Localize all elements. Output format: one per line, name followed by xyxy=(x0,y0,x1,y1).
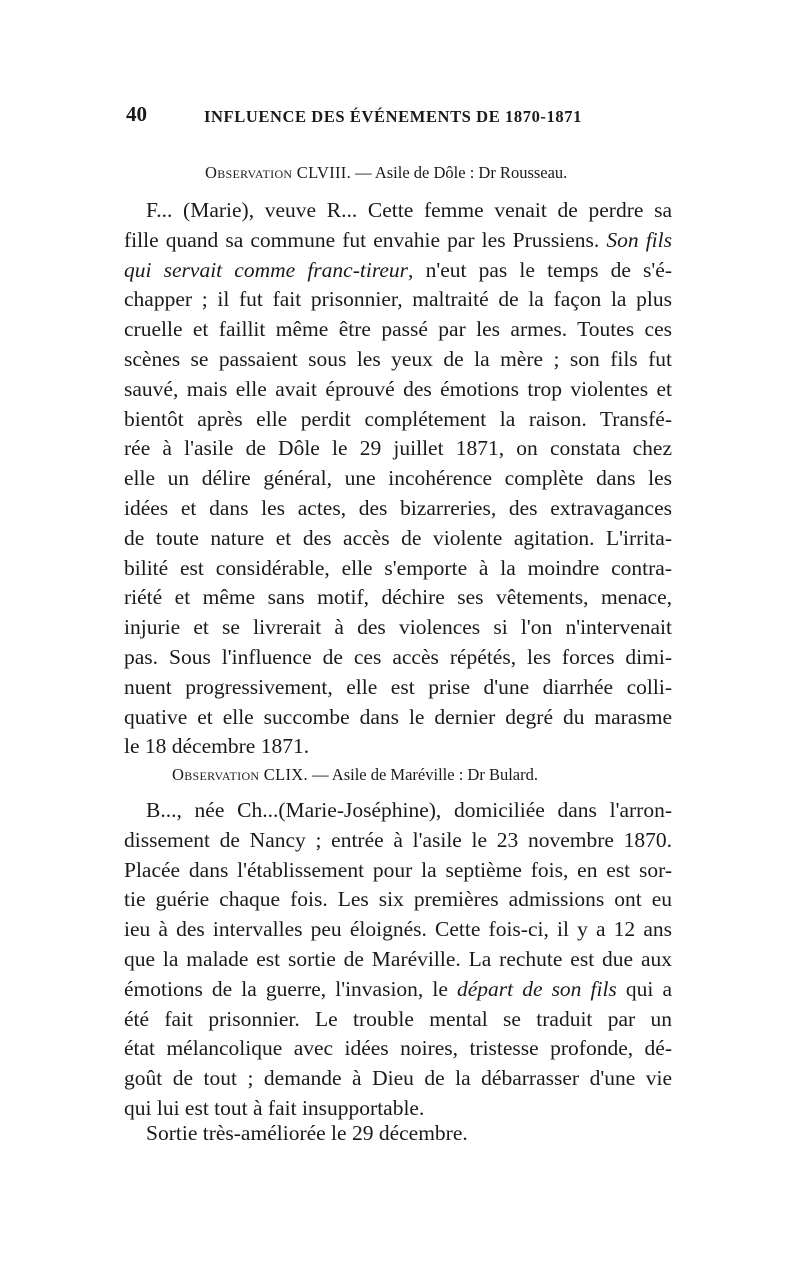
text-line: B..., née Ch...(Marie-Joséphine), domiciliée dans l'arron- xyxy=(146,798,672,822)
text-line: ieu à des intervalles peu éloignés. Cette fois-ci, il y a 12 ans xyxy=(124,917,672,942)
running-head xyxy=(126,102,626,130)
observation-number: Observation CLVIII. xyxy=(205,163,351,182)
observation-paragraph xyxy=(124,196,672,762)
italic-phrase: Son fils xyxy=(606,227,672,252)
text-line: riété et même sans motif, déchire ses vêtements, menace, xyxy=(124,585,672,610)
italic-phrase: qui servait comme franc-tireur xyxy=(124,257,409,282)
text-line: rée à l'asile de Dôle le 29 juillet 1871, on constata chez xyxy=(124,436,672,461)
text-line: quative et elle succombe dans le dernier degré du marasme xyxy=(124,704,672,729)
observation-source: — Asile de Maréville : Dr Bulard. xyxy=(307,765,538,784)
text-line: scènes se passaient sous les yeux de la mère ; son fils fut xyxy=(124,346,672,371)
text-line: de toute nature et des accès de violente agitation. L'irrita- xyxy=(124,525,672,550)
text-line: goût de tout ; demande à Dieu de la débarrasser d'une vie xyxy=(124,1066,672,1091)
text-line: bientôt après elle perdit complétement la raison. Transfé- xyxy=(124,406,672,431)
observation-paragraph xyxy=(124,796,672,1124)
closing-paragraph xyxy=(124,1119,672,1149)
text-line: nuent progressivement, elle est prise d'une diarrhée colli- xyxy=(124,674,672,699)
text-line: pas. Sous l'influence de ces accès répétés, les forces dimi- xyxy=(124,644,672,669)
text-line: que la malade est sortie de Maréville. La rechute est due aux xyxy=(124,946,672,971)
observation-heading xyxy=(205,163,567,183)
text-line: cruelle et faillit même être passé par les armes. Toutes ces xyxy=(124,317,672,342)
text-line: Sortie très-améliorée le 29 décembre. xyxy=(146,1121,468,1145)
text-line: fille quand sa commune fut envahie par les Prussiens. Son fils xyxy=(124,227,672,252)
observation-heading xyxy=(172,765,538,785)
text-line: injurie et se livrerait à des violences si l'on n'intervenait xyxy=(124,615,672,640)
text-line: été fait prisonnier. Le trouble mental se traduit par un xyxy=(124,1006,672,1031)
running-title: INFLUENCE DES ÉVÉNEMENTS DE 1870-1871 xyxy=(204,107,582,126)
text-line: Placée dans l'établissement pour la septième fois, en est sor- xyxy=(124,857,672,882)
text-line: sauvé, mais elle avait éprouvé des émotions trop violentes et xyxy=(124,376,672,401)
text-line: chapper ; il fut fait prisonnier, maltraité de la façon la plus xyxy=(124,287,672,312)
text-line: elle un délire général, une incohérence complète dans les xyxy=(124,466,672,491)
text-line: F... (Marie), veuve R... Cette femme venait de perdre sa xyxy=(146,198,672,222)
italic-phrase: départ de son fils xyxy=(456,976,617,1001)
text-line: le 18 décembre 1871. xyxy=(124,734,310,759)
page-number: 40 xyxy=(126,102,147,126)
text-line: dissement de Nancy ; entrée à l'asile le 23 novembre 1870. xyxy=(124,827,672,852)
text-line: tie guérie chaque fois. Les six premières admissions ont eu xyxy=(124,887,672,912)
text-line: qui lui est tout à fait insupportable. xyxy=(124,1095,425,1120)
text-line: qui servait comme franc-tireur, n'eut pas le temps de s'é- xyxy=(124,257,672,282)
observation-number: Observation CLIX. xyxy=(172,765,308,784)
text-line: état mélancolique avec idées noires, tristesse profonde, dé- xyxy=(124,1036,672,1061)
text-line: idées et dans les actes, des bizarreries, des extravagances xyxy=(124,495,672,520)
text-line: bilité est considérable, elle s'emporte à la moindre contra- xyxy=(124,555,672,580)
text-line: émotions de la guerre, l'invasion, le départ de son fils qui a xyxy=(124,976,672,1001)
observation-source: — Asile de Dôle : Dr Rousseau. xyxy=(351,163,568,182)
